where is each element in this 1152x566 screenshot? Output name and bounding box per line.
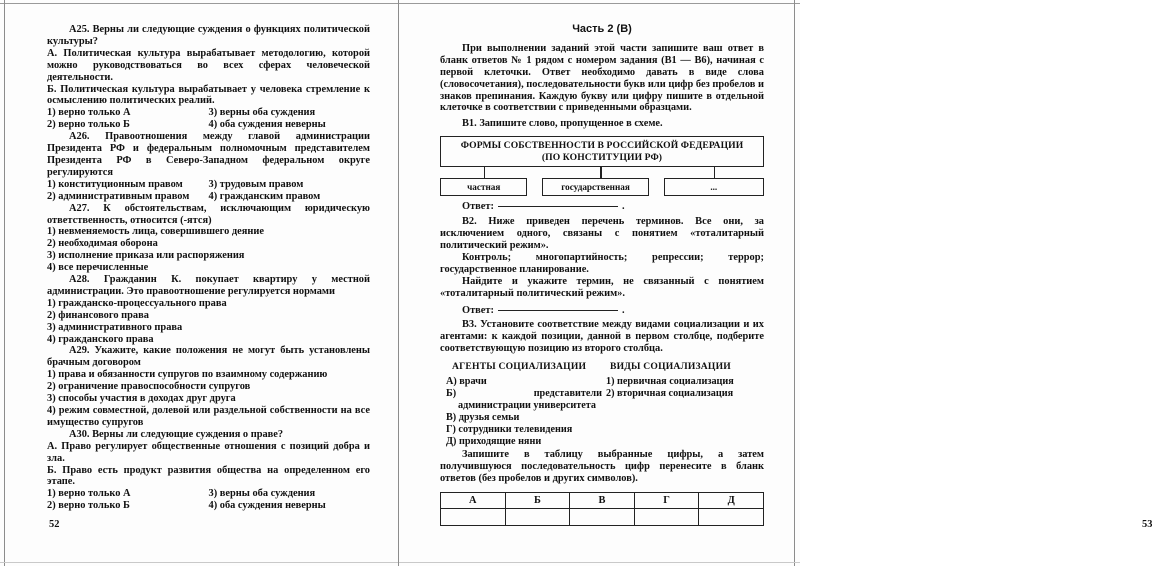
part-heading: Часть 2 (B) xyxy=(572,23,632,35)
match-column-agents xyxy=(440,361,602,447)
question-a26-options-row-2 xyxy=(47,191,370,203)
question-a30-option-4[interactable]: 4) оба суждения неверны xyxy=(208,500,326,512)
match-column-agents-header: АГЕНТЫ СОЦИАЛИЗАЦИИ xyxy=(452,361,587,373)
left-page xyxy=(5,0,398,530)
question-a26-option-2[interactable]: 2) административным правом xyxy=(47,190,190,202)
question-b2-answer-label: Ответ: xyxy=(462,304,494,316)
question-b2-answer-line xyxy=(440,305,764,317)
question-a25-options-row-1 xyxy=(47,107,370,119)
diagram-connector-1 xyxy=(484,167,485,178)
question-a28-option-3[interactable]: 3) административного права xyxy=(47,321,183,333)
match-column-types-header: ВИДЫ СОЦИАЛИЗАЦИИ xyxy=(610,361,731,373)
answer-grid-cell-v[interactable] xyxy=(570,509,635,526)
ownership-forms-diagram xyxy=(440,136,764,196)
diagram-connector-2 xyxy=(600,167,601,178)
question-a29-option-3[interactable]: 3) способы участия в доходах друг друга xyxy=(47,393,236,405)
question-a29-option-1[interactable]: 1) права и обязанности супругов по взаимному содержанию xyxy=(47,369,328,381)
question-a30-option-2[interactable]: 2) верно только Б xyxy=(47,500,130,512)
question-b1-answer-label: Ответ: xyxy=(462,201,494,213)
answer-grid-cell-a[interactable] xyxy=(441,509,506,526)
question-b2-task: Найдите и укажите термин, не связанный с понятием «тоталитарный политический режим». xyxy=(440,275,764,299)
match-item-b[interactable]: Б) представители администрации университета xyxy=(446,387,602,411)
question-a30-statement-a: А. Право регулирует общественные отношения с позиций добра и зла. xyxy=(47,440,370,464)
question-b2-terms: Контроль; многопартийность; репрессии; террор; государственное планирование. xyxy=(440,251,764,275)
question-b3-instruction: Запишите в таблицу выбранные цифры, а затем получившуюся последовательность цифр перенесите в бланк ответов (без пробелов и других символов). xyxy=(440,449,764,485)
right-page-folio: 53 xyxy=(1142,519,1152,530)
question-a27 xyxy=(47,203,370,274)
right-page-column xyxy=(440,24,764,526)
question-b3-answer-grid xyxy=(440,492,764,526)
question-a30-option-3[interactable]: 3) верны оба суждения xyxy=(208,488,316,500)
question-a25-option-4[interactable]: 4) оба суждения неверны xyxy=(208,119,326,131)
question-b1-answer-line xyxy=(440,201,764,213)
diagram-leaf-row xyxy=(440,178,764,196)
question-a25-options-row-2 xyxy=(47,119,370,131)
question-a28-stem: A28. Гражданин К. покупает квартиру у местной администрации. Это правоотношение регулируется нормами xyxy=(47,274,370,297)
answer-grid-cell-g[interactable] xyxy=(634,509,699,526)
right-page xyxy=(400,0,1152,530)
match-item-g[interactable]: Г) сотрудники телевидения xyxy=(446,423,573,435)
question-a30-options-row-2 xyxy=(47,500,370,512)
left-page-folio: 52 xyxy=(49,519,60,530)
question-a29-stem: A29. Укажите, какие положения не могут быть установлены брачным договором xyxy=(47,345,370,369)
question-b2-answer-rule[interactable] xyxy=(498,310,618,311)
question-a30-options-row-1 xyxy=(47,488,370,500)
question-a25-statement-b: Б. Политическая культура вырабатывает у человека стремление к осмыслению политических реалий. xyxy=(47,83,370,107)
match-type-1[interactable]: 1) первичная социализация xyxy=(606,376,734,388)
match-item-a[interactable]: А) врачи xyxy=(446,376,487,388)
part-instructions: При выполнении заданий этой части запишите ваш ответ в бланк ответов № 1 рядом с номером задания (В1 — В6), начиная с первой клеточки. Ответ необходимо давать в виде слова (словосочетания), последовательности букв или цифр без пробелов и знаков препинания. Каждую букву или цифру пишите в отдельной клеточке в соответствии с приведенными образцами. xyxy=(440,42,764,114)
question-a25 xyxy=(47,24,370,131)
question-a30 xyxy=(47,429,370,512)
question-a26-options-row-1 xyxy=(47,179,370,191)
question-b2 xyxy=(440,216,764,316)
question-a25-statement-a: А. Политическая культура вырабатывает методологию, которой можно руководствоваться во всех сферах человеческой деятельности. xyxy=(47,47,370,83)
diagram-connectors xyxy=(440,167,764,178)
answer-grid-header-b: Б xyxy=(505,493,570,509)
question-b2-stem: В2. Ниже приведен перечень терминов. Все они, за исключением одного, связаны с понятием «тоталитарный политический режим». xyxy=(440,216,764,251)
diagram-title-line-1: ФОРМЫ СОБСТВЕННОСТИ В РОССИЙСКОЙ ФЕДЕРАЦИИ xyxy=(460,140,744,152)
question-a28-option-2[interactable]: 2) финансового права xyxy=(47,309,149,321)
match-column-types xyxy=(602,361,764,447)
question-b3-stem: В3. Установите соответствие между видами социализации и их агентами: к каждой позиции, данной в первом столбце, подберите соответствующую позицию из второго столбца. xyxy=(440,319,764,355)
question-a27-stem: A27. К обстоятельствам, исключающим юридическую ответственность, относится (-ятся) xyxy=(47,202,370,226)
question-a28-option-1[interactable]: 1) гражданско-процессуального права xyxy=(47,297,227,309)
question-b2-answer-period: . xyxy=(621,304,625,316)
question-b1-stem: В1. Запишите слово, пропущенное в схеме. xyxy=(462,118,663,130)
answer-grid-value-row xyxy=(441,509,764,526)
match-item-d[interactable]: Д) приходящие няни xyxy=(446,435,542,447)
answer-grid-cell-d[interactable] xyxy=(699,509,764,526)
answer-grid-header-g: Г xyxy=(634,493,699,509)
question-a26-stem: A26. Правоотношения между главой администрации Президента РФ и федеральным полномочным представителем Президента РФ в Северо-Западном федеральном округе регулируются xyxy=(47,131,370,178)
question-a26-option-4[interactable]: 4) гражданским правом xyxy=(208,190,321,202)
question-a26-option-3[interactable]: 3) трудовым правом xyxy=(208,178,304,190)
question-a27-option-2[interactable]: 2) необходимая оборона xyxy=(47,238,158,250)
question-a27-option-3[interactable]: 3) исполнение приказа или распоряжения xyxy=(47,250,245,262)
question-a26 xyxy=(47,131,370,202)
answer-grid-header-d: Д xyxy=(699,493,764,509)
match-item-v[interactable]: В) друзья семьи xyxy=(446,411,520,423)
question-a30-stem: A30. Верны ли следующие суждения о праве? xyxy=(69,428,284,440)
question-b1 xyxy=(440,118,764,213)
question-a27-option-1[interactable]: 1) невменяемость лица, совершившего деяние xyxy=(47,226,264,238)
diagram-title-line-2: (ПО КОНСТИТУЦИИ РФ) xyxy=(541,151,663,163)
answer-grid-header-v: В xyxy=(570,493,635,509)
answer-grid-header-a: А xyxy=(441,493,506,509)
answer-grid-header-row xyxy=(441,493,764,509)
answer-grid-cell-b[interactable] xyxy=(505,509,570,526)
left-page-column xyxy=(47,24,370,512)
question-a29-option-2[interactable]: 2) ограничение правоспособности супругов xyxy=(47,381,251,393)
question-a28 xyxy=(47,274,370,345)
diagram-box-state: государственная xyxy=(542,178,649,196)
diagram-connector-3 xyxy=(714,167,715,178)
question-a26-option-1[interactable]: 1) конституционным правом xyxy=(47,178,183,190)
diagram-box-blank: ... xyxy=(664,178,764,196)
question-a30-statement-b: Б. Право есть продукт развития общества на определенном его этапе. xyxy=(47,464,370,488)
question-b1-answer-period: . xyxy=(621,201,625,213)
question-a25-stem: A25. Верны ли следующие суждения о функциях политической культуры? xyxy=(47,24,370,47)
question-a25-option-2[interactable]: 2) верно только Б xyxy=(47,119,130,131)
question-a29-option-4[interactable]: 4) режим совместной, долевой или раздельной собственности на все имущество супругов xyxy=(47,405,370,428)
question-a27-option-4[interactable]: 4) все перечисленные xyxy=(47,262,149,274)
match-type-2[interactable]: 2) вторичная социализация xyxy=(606,387,734,399)
diagram-root-box xyxy=(440,136,764,167)
question-b1-answer-rule[interactable] xyxy=(498,206,618,207)
question-a30-option-1[interactable]: 1) верно только А xyxy=(47,488,131,500)
page-gutter-divider xyxy=(398,0,399,566)
diagram-box-private: частная xyxy=(440,178,527,196)
question-b3-match-lists xyxy=(440,361,764,447)
question-a25-option-1[interactable]: 1) верно только А xyxy=(47,107,131,119)
scan-bottom-border xyxy=(0,562,800,563)
question-a28-option-4[interactable]: 4) гражданского права xyxy=(47,333,154,345)
question-b3 xyxy=(440,319,764,526)
scan-right-border xyxy=(794,0,795,566)
question-a29 xyxy=(47,345,370,428)
question-a25-option-3[interactable]: 3) верны оба суждения xyxy=(208,107,316,119)
